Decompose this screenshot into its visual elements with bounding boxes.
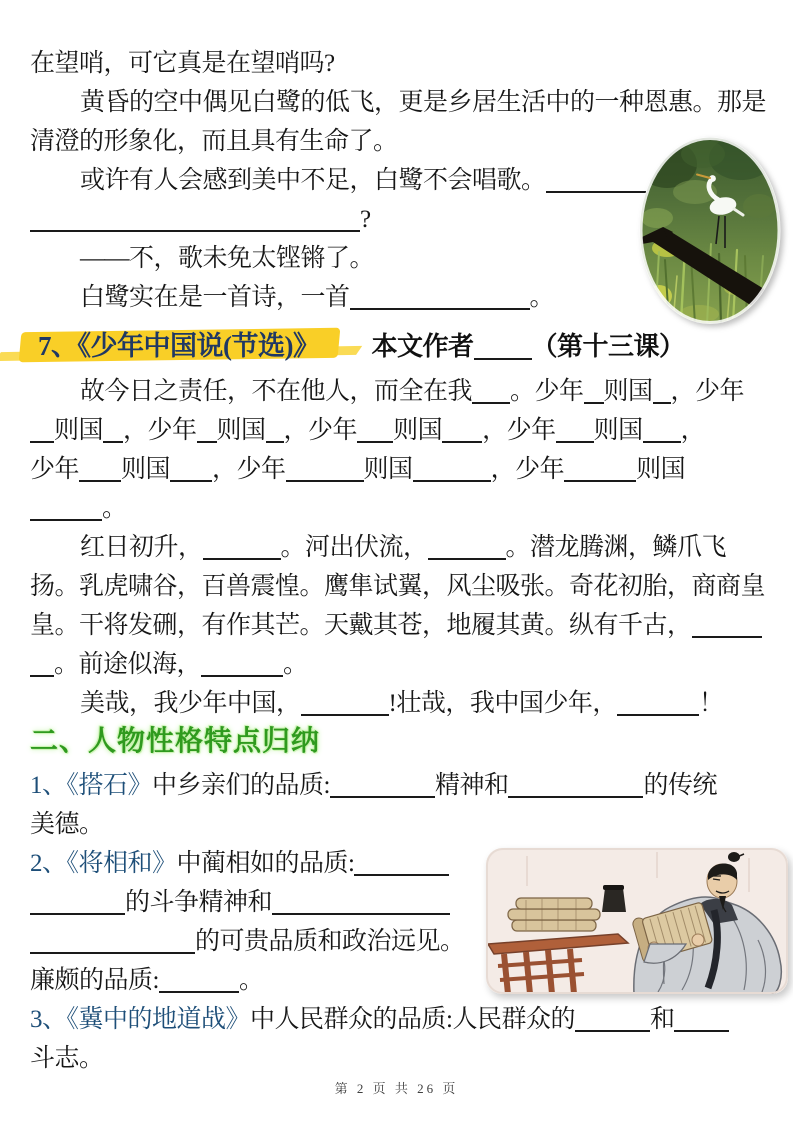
text-run: 。: [283, 651, 308, 678]
fill-in-blank[interactable]: [159, 965, 239, 993]
text-line: [30, 1000, 773, 1039]
fill-in-blank[interactable]: [692, 610, 762, 638]
fill-in-blank[interactable]: [546, 165, 646, 193]
text-run: 的传统: [643, 772, 717, 799]
text-run: 红日初升，: [80, 534, 203, 561]
text-run: 则国: [393, 417, 443, 444]
text-run: 的可贵品质和政治远见。: [195, 928, 465, 955]
text-run: 清澄的形象化，而且具有生命了。: [30, 128, 398, 155]
fill-in-blank[interactable]: [575, 1004, 650, 1032]
fill-in-blank[interactable]: [30, 493, 102, 521]
text-run: 。少年: [510, 378, 584, 405]
fill-in-blank[interactable]: [30, 204, 360, 232]
fill-in-blank[interactable]: [30, 887, 125, 915]
text-run: 美德。: [30, 811, 104, 838]
book-title: 1、《搭石》: [30, 772, 153, 799]
text-line: [30, 1039, 773, 1078]
fill-in-blank[interactable]: [330, 770, 435, 798]
text-run: 的斗争精神和: [125, 889, 273, 916]
bold-text-run: （第十三课）: [531, 332, 685, 361]
scholar-illustration-image: [486, 848, 788, 994]
fill-in-blank[interactable]: [203, 532, 281, 560]
text-run: 中人民群众的品质:人民群众的: [250, 1006, 575, 1033]
text-line: [30, 324, 773, 368]
text-run: 或许有人会感到美中不足，白鹭不会唱歌。: [80, 167, 546, 194]
text-run: 。河出伏流，: [280, 534, 428, 561]
text-run: 和: [649, 1006, 675, 1033]
text-run: 中蔺相如的品质:: [176, 850, 355, 877]
text-line: [30, 805, 773, 844]
fill-in-blank[interactable]: [30, 649, 54, 677]
text-run: 皇。干将发硎，有作其芒。天戴其苍，地履其黄。纵有千古，: [30, 612, 692, 639]
fill-in-blank[interactable]: [584, 376, 604, 404]
text-run: 在望哨，可它真是在望哨吗?: [30, 50, 335, 77]
text-run: 少年: [30, 456, 80, 483]
text-run: 扬。乳虎啸谷，百兽震惶。鹰隼试翼，风尘吸张。奇花初胎，商商皇: [30, 573, 766, 600]
text-run: 则国: [363, 456, 413, 483]
fill-in-blank[interactable]: [413, 454, 491, 482]
text-line: [30, 606, 773, 645]
fill-in-blank[interactable]: [556, 415, 594, 443]
fill-in-blank[interactable]: [201, 649, 283, 677]
section-2-heading-block: [30, 722, 773, 761]
text-line: [30, 372, 773, 411]
scholar-illustration: [486, 848, 788, 994]
text-run: 。: [529, 284, 555, 311]
text-run: !壮哉，我中国少年，: [388, 690, 617, 717]
fill-in-blank[interactable]: [170, 454, 212, 482]
text-run: ，少年: [283, 417, 358, 444]
text-run: 斗志。: [30, 1045, 104, 1072]
text-run: 黄昏的空中偶见白鹭的低飞，更是乡居生活中的一种恩惠。那是: [80, 89, 767, 116]
fill-in-blank[interactable]: [428, 532, 506, 560]
fill-in-blank[interactable]: [197, 415, 217, 443]
fill-in-blank[interactable]: [474, 332, 532, 360]
text-run: 则国: [603, 378, 653, 405]
book-title: 3、《冀中的地道战》: [30, 1006, 251, 1033]
text-run: ，少年: [123, 417, 197, 444]
text-run: 则国: [216, 417, 266, 444]
text-run: 廉颇的品质:: [30, 967, 159, 994]
fill-in-blank[interactable]: [564, 454, 636, 482]
fill-in-blank[interactable]: [350, 282, 530, 310]
fill-in-blank[interactable]: [674, 1004, 729, 1032]
fill-in-blank[interactable]: [653, 376, 671, 404]
fill-in-blank[interactable]: [354, 848, 449, 876]
text-run: ！: [698, 690, 724, 717]
text-line: [30, 44, 773, 83]
text-line: [30, 450, 773, 489]
fill-in-blank[interactable]: [103, 415, 123, 443]
text-line: [30, 766, 773, 805]
text-run: ——不，歌未免太铿锵了。: [80, 245, 375, 272]
text-line: [30, 411, 773, 450]
fill-in-blank[interactable]: [30, 926, 195, 954]
text-run: ，少年: [212, 456, 286, 483]
text-line: [30, 567, 773, 606]
fill-in-blank[interactable]: [442, 415, 482, 443]
fill-in-blank[interactable]: [472, 376, 510, 404]
bold-text-run: 本文作者: [371, 332, 474, 361]
text-run: ，少年: [670, 378, 745, 405]
text-run: 则国: [121, 456, 171, 483]
text-run: 中乡亲们的品质:: [152, 772, 330, 799]
fill-in-blank[interactable]: [508, 770, 643, 798]
text-run: 美哉，我少年中国，: [80, 690, 301, 717]
lesson-7-title-row: [30, 324, 773, 368]
text-run: 白鹭实在是一首诗，一首: [80, 284, 350, 311]
text-run: ?: [360, 206, 371, 233]
shaonian-paragraph-block: [30, 372, 773, 723]
text-run: ，少年: [482, 417, 556, 444]
fill-in-blank[interactable]: [357, 415, 393, 443]
fill-in-blank[interactable]: [272, 887, 450, 915]
text-run: 精神和: [434, 772, 509, 799]
text-run: 则国: [636, 456, 686, 483]
text-line: [30, 528, 773, 567]
text-run: 。前途似海，: [54, 651, 202, 678]
text-run: 。: [238, 967, 264, 994]
text-line: [30, 645, 773, 684]
egret-photo-image: [639, 136, 781, 325]
text-run: 。潜龙腾渊，鳞爪飞: [505, 534, 727, 561]
text-line: [30, 684, 773, 723]
text-line: [30, 489, 773, 528]
text-run: 故今日之责任，不在他人，而全在我: [80, 378, 473, 405]
fill-in-blank[interactable]: [286, 454, 364, 482]
section-2-heading: 二、人物性格特点归纳: [30, 726, 321, 757]
book-title: 2、《将相和》: [30, 850, 177, 877]
fill-in-blank[interactable]: [617, 688, 699, 716]
fill-in-blank[interactable]: [301, 688, 389, 716]
text-run: 。: [102, 495, 127, 522]
fill-in-blank[interactable]: [643, 415, 681, 443]
text-run: ，: [680, 417, 706, 444]
section-7-title: 7、《少年中国说(节选)》: [30, 330, 331, 362]
text-run: 则国: [54, 417, 104, 444]
text-run: 则国: [593, 417, 643, 444]
fill-in-blank[interactable]: [266, 415, 284, 443]
text-line: [30, 83, 773, 122]
page-number: 第 2 页 共 26 页: [334, 1081, 459, 1096]
fill-in-blank[interactable]: [30, 415, 54, 443]
text-run: ，少年: [490, 456, 565, 483]
egret-photo: [639, 136, 781, 325]
fill-in-blank[interactable]: [79, 454, 121, 482]
text-line: [30, 722, 773, 761]
